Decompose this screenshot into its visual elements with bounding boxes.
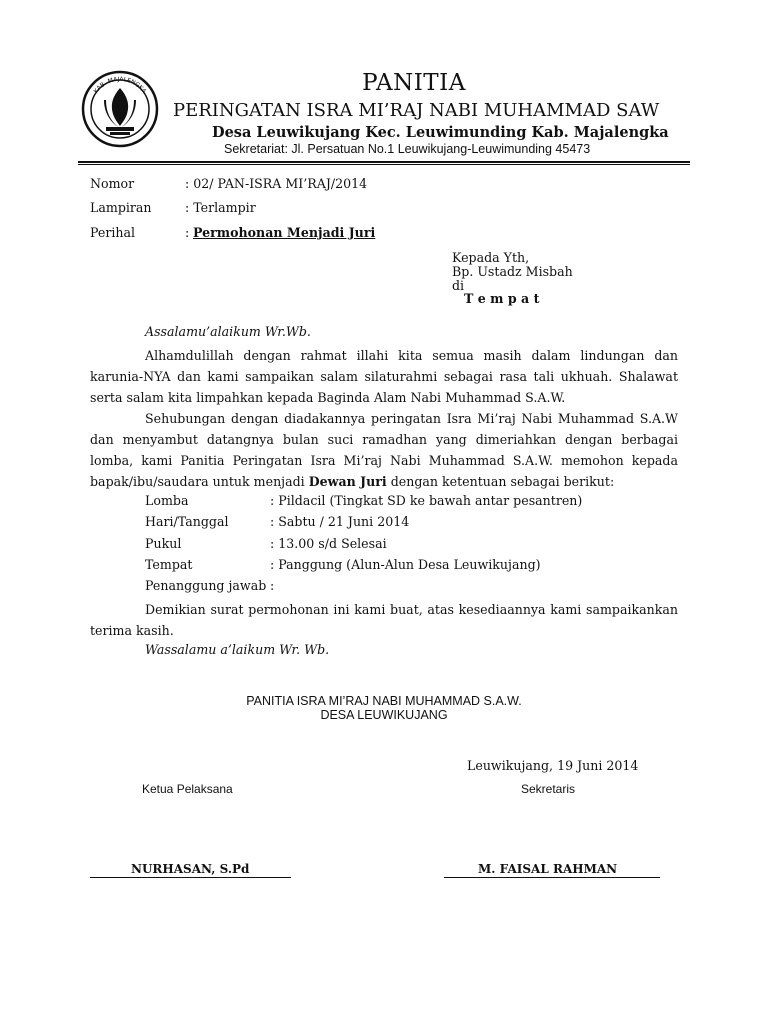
left-signatory-name: NURHASAN, S.Pd	[131, 862, 250, 876]
detail-label-penanggung-jawab: Penanggung jawab	[145, 578, 267, 593]
signature-org-line-1: PANITIA ISRA MI’RAJ NABI MUHAMMAD S.A.W.	[246, 694, 522, 708]
perihal-colon: :	[185, 225, 190, 240]
paragraph-opening-text: Alhamdulillah dengan rahmat illahi kita semua masih dalam lindungan dan karunia-NYA dan kami sampaikan salam silaturahmi sebagai rasa tali ukhuah. Shalawat serta salam kita limpahkan kepada Baginda Alam Nabi Muhammad S.A.W.	[90, 348, 678, 405]
logo-text: KAB. MAJALENGKA	[92, 75, 148, 95]
lampiran-value: : Terlampir	[185, 200, 256, 215]
detail-label-lomba: Lomba	[145, 493, 189, 508]
letterhead-title: PANITIA	[362, 70, 466, 96]
perihal-value: Permohonan Menjadi Juri	[193, 225, 376, 240]
place-date: Leuwikujang, 19 Juni 2014	[467, 758, 639, 773]
recipient-line-2: Bp. Ustadz Misbah	[452, 264, 573, 279]
detail-label-tempat: Tempat	[145, 557, 193, 572]
paragraph-request-text-1: Sehubungan dengan diadakannya peringatan Isra Mi’raj Nabi Muhammad S.A.W dan menyambut datangnya bulan suci ramadhan yang dimeriahkan dengan berbagai lomba, kami Panitia Peringatan Isra Mi’raj Nabi Muhammad S.A.W. memohon kepada bapak/ibu/saudara untuk menjadi	[90, 411, 678, 489]
left-signatory-role: Ketua Pelaksana	[142, 782, 233, 796]
right-signatory-name: M. FAISAL RAHMAN	[478, 862, 618, 876]
detail-value-tanggal: : Sabtu / 21 Juni 2014	[270, 514, 410, 529]
letterhead-subtitle: PERINGATAN ISRA MI’RAJ NABI MUHAMMAD SAW	[173, 100, 660, 121]
right-signatory-role: Sekretaris	[521, 782, 576, 796]
letterhead-secretariat: Sekretariat: Jl. Persatuan No.1 Leuwikujang-Leuwimunding 45473	[224, 142, 591, 156]
detail-value-penanggung-jawab: :	[270, 578, 275, 593]
letterhead-location: Desa Leuwikujang Kec. Leuwimunding Kab. Majalengka	[212, 124, 669, 141]
detail-value-lomba: : Pildacil (Tingkat SD ke bawah antar pesantren)	[270, 493, 583, 508]
paragraph-request	[90, 408, 678, 492]
right-signature-line	[444, 877, 660, 878]
paragraph-request-bold: Dewan Juri	[308, 474, 387, 489]
nomor-label: Nomor	[90, 176, 135, 191]
detail-label-tanggal: Hari/Tanggal	[145, 514, 229, 529]
recipient-line-1: Kepada Yth,	[452, 250, 530, 265]
nomor-value: : 02/ PAN-ISRA MI’RAJ/2014	[185, 176, 368, 191]
recipient-line-4: T e m p a t	[464, 291, 540, 306]
lampiran-label: Lampiran	[90, 200, 152, 215]
recipient-line-3: di	[452, 278, 465, 293]
detail-label-pukul: Pukul	[145, 536, 182, 551]
paragraph-closing-text: Demikian surat permohonan ini kami buat, atas kesediaannya kami sampaikankan terima kasih.	[90, 602, 678, 638]
signature-org-line-2: DESA LEUWIKUJANG	[320, 708, 448, 722]
header-divider-thin	[78, 164, 690, 165]
paragraph-request-text-2: dengan ketentuan sebagai berikut:	[386, 474, 615, 489]
header-divider-thick	[78, 161, 690, 163]
detail-value-pukul: : 13.00 s/d Selesai	[270, 536, 387, 551]
paragraph-closing	[90, 599, 678, 641]
detail-value-tempat: : Panggung (Alun-Alun Desa Leuwikujang)	[270, 557, 541, 572]
perihal-label: Perihal	[90, 225, 136, 240]
left-signature-line	[90, 877, 291, 878]
greeting: Assalamu’alaikum Wr.Wb.	[145, 324, 311, 339]
farewell: Wassalamu a’laikum Wr. Wb.	[145, 642, 330, 657]
paragraph-opening	[90, 345, 678, 408]
